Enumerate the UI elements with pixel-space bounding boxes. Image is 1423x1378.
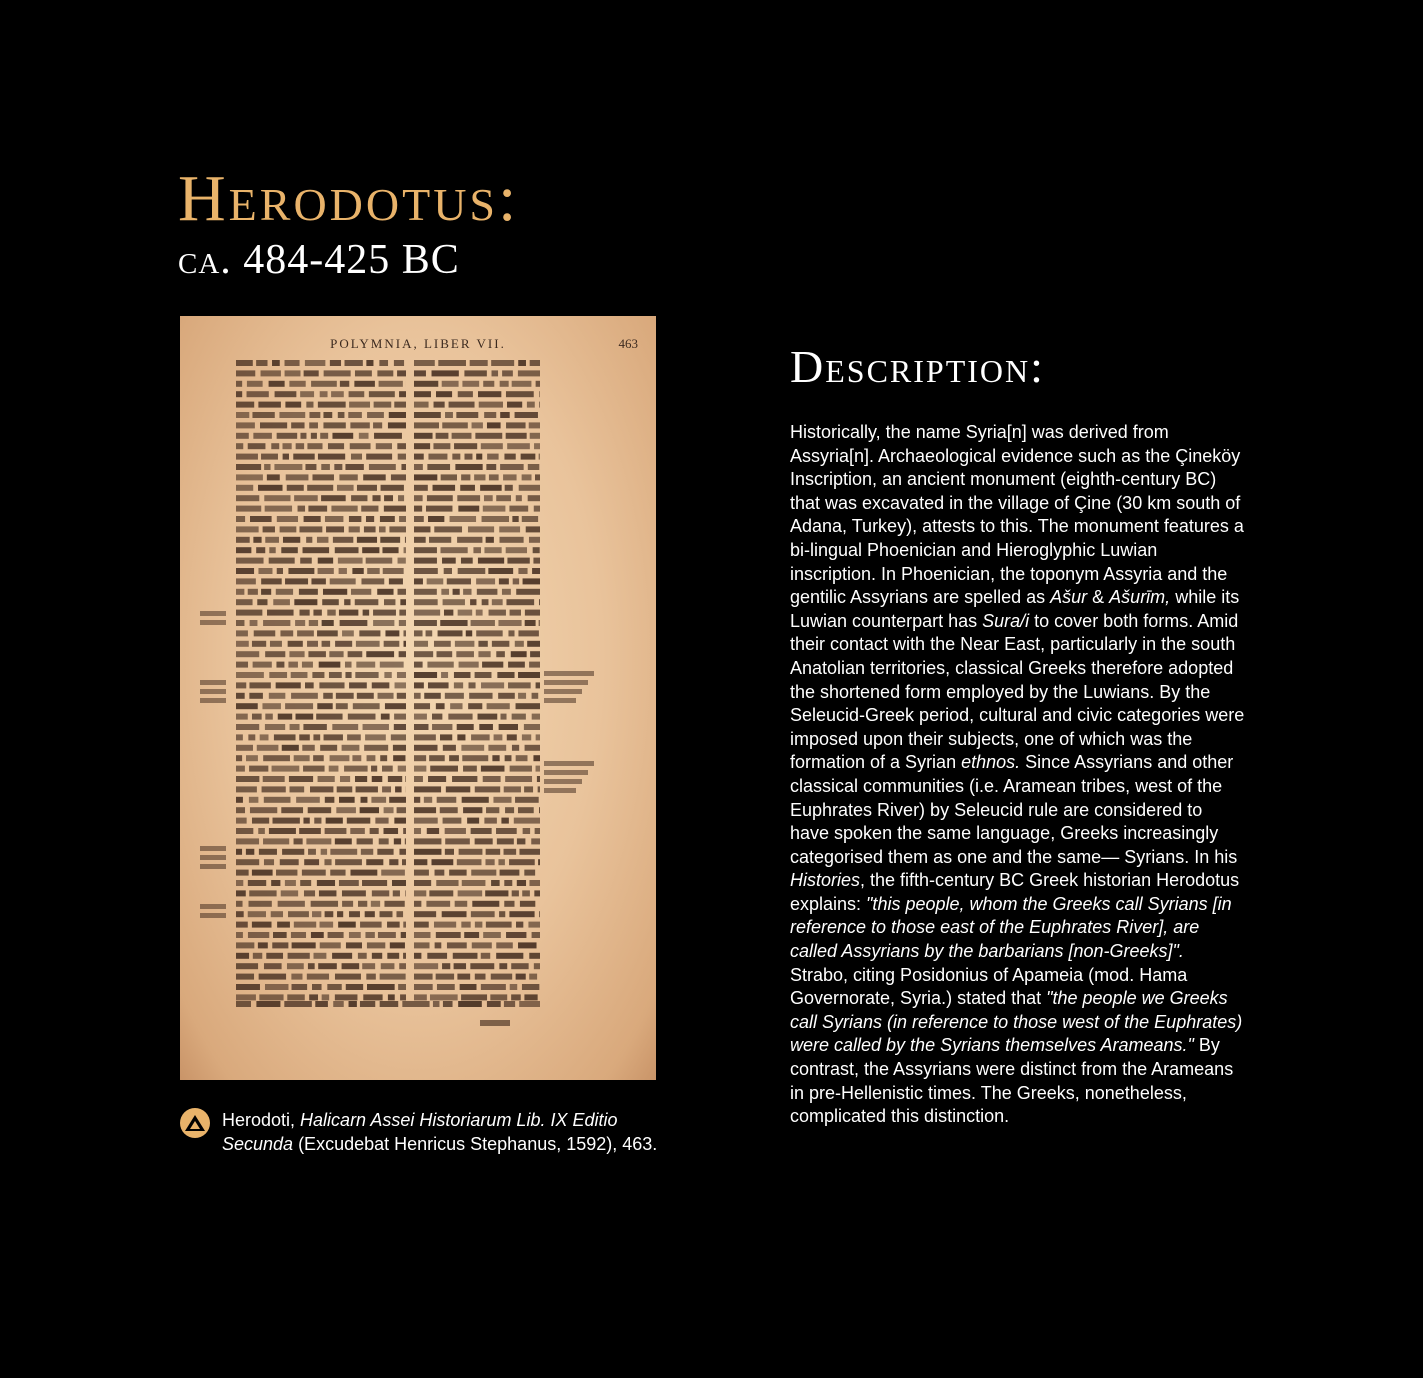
desc-italic: ethnos. (961, 752, 1021, 773)
description-body (790, 421, 1245, 1129)
desc-italic: Histories (790, 870, 861, 891)
caption-author: Herodoti, (222, 1110, 301, 1130)
book-page-heading: POLYMNIA, LIBER VII. (330, 336, 506, 351)
desc-text: & (1087, 587, 1110, 608)
book-page-text-lines (180, 316, 656, 1080)
desc-text: to cover both forms. Amid their contact with the Near East, particularly in the south Anatolian territories, classical Greeks therefore adopted the shortened form employed by the Luwians. By the Seleucid-Greek period, cultural and civic categories were imposed upon their subjects, one of which was the formation of a Syrian (790, 610, 1245, 773)
date-range: ca. 484-425 BC (178, 237, 460, 283)
desc-text: Historically, the name Syria[n] was derived from Assyria[n]. Archaeological evidence such as the Çineköy Inscription, an ancient monument (eighth-century BC) that was excavated in the village of Çine (30 km south of Adana, Turkey), attests to this. The monument features a bi-lingual Phoenician and Hieroglyphic Luwian inscription. In Phoenician, the toponym Assyria and the gentilic Assyrians are spelled as (790, 422, 1244, 608)
caption-publication: (Excudebat Henricus Stephanus, 1592), 463. (293, 1134, 658, 1154)
page-title: Herodotus: (178, 162, 520, 235)
desc-italic: Sura/i (982, 610, 1030, 631)
desc-italic: Ašur (1050, 587, 1088, 608)
desc-text: while its Luwian counterpart has (790, 587, 1240, 631)
desc-italic: "this people, whom the Greeks call Syrians [in reference to those east of the Euphrates River], are called Assyrians by the barbarians [non-Greeks]". (790, 893, 1232, 962)
desc-text: Strabo, citing Posidonius of Apameia (mod. Hama Governorate, Syria.) stated that (790, 964, 1188, 1009)
caption-text (222, 1108, 692, 1156)
desc-text: , the fifth-century BC Greek historian Herodotus explains: (790, 870, 1240, 914)
desc-italic: Ašurīm, (1109, 587, 1171, 608)
desc-text: By contrast, the Assyrians were distinct from the Arameans in pre-Hellenistic times. The Greeks, nonetheless, complicated this distinction. (790, 1035, 1234, 1127)
book-page-photo (180, 316, 656, 1080)
caption-book-title: Halicarn Assei Historiarum Lib. IX Editio Secunda (222, 1110, 618, 1154)
book-page-number: 463 (618, 336, 638, 351)
desc-text: Since Assyrians and other classical communities (i.e. Aramean tribes, west of the Euphrates River) by Seleucid rule are considered to have spoken the same language, Greeks increasingly categorised them as one and the same— Syrians. In his (790, 752, 1238, 867)
desc-italic: "the people we Greeks call Syrians (in reference to those west of the Euphrates) were called by the Syrians themselves Arameans." (790, 988, 1243, 1056)
triangle-up-icon (180, 1108, 210, 1138)
description-heading: Description: (790, 341, 1045, 392)
